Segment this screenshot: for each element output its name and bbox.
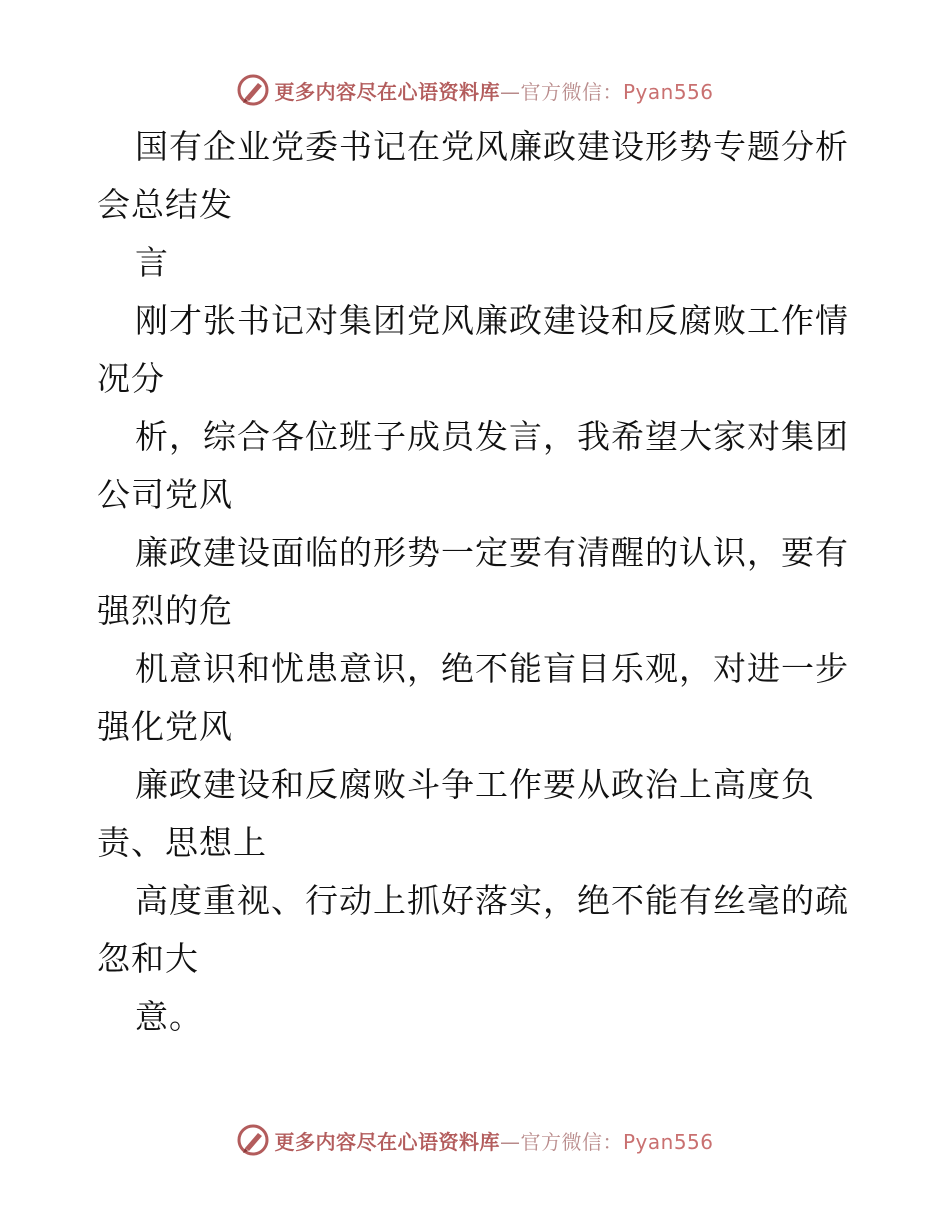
text-line: 机意识和忧患意识，绝不能盲目乐观，对进一步 xyxy=(135,649,849,688)
watermark-text xyxy=(274,76,713,105)
watermark-separator: — xyxy=(499,1129,521,1154)
text-line: 况分 xyxy=(97,359,165,398)
watermark-wechat-label: 官方微信： xyxy=(520,79,623,104)
pen-logo-icon xyxy=(236,1123,270,1157)
text-line: 意。 xyxy=(135,997,203,1036)
text-line: 析，综合各位班子成员发言，我希望大家对集团 xyxy=(135,417,849,456)
text-line: 责、思想上 xyxy=(97,823,267,862)
text-line: 廉政建设和反腐败斗争工作要从政治上高度负 xyxy=(135,765,815,804)
document-body xyxy=(97,118,857,1046)
text-line: 公司党风 xyxy=(97,475,233,514)
pen-logo-icon xyxy=(236,73,270,107)
text-line: 高度重视、行动上抓好落实，绝不能有丝毫的疏 xyxy=(135,881,849,920)
text-line: 强烈的危 xyxy=(97,591,233,630)
text-line: 忽和大 xyxy=(97,939,199,978)
text-line: 刚才张书记对集团党风廉政建设和反腐败工作情 xyxy=(135,301,849,340)
text-line: 廉政建设面临的形势一定要有清醒的认识，要有 xyxy=(135,533,849,572)
watermark-wechat-label: 官方微信： xyxy=(520,1129,623,1154)
text-line: 国有企业党委书记在党风廉政建设形势专题分析 xyxy=(135,127,849,166)
watermark-wechat-id: Pyan556 xyxy=(622,1129,714,1154)
watermark-text xyxy=(274,1126,713,1155)
watermark-brand: 更多内容尽在心语资料库 xyxy=(274,79,500,104)
watermark-wechat-id: Pyan556 xyxy=(622,79,714,104)
watermark-separator: — xyxy=(499,79,521,104)
watermark-brand: 更多内容尽在心语资料库 xyxy=(274,1129,500,1154)
text-line: 言 xyxy=(135,243,169,282)
text-line: 强化党风 xyxy=(97,707,233,746)
header-watermark xyxy=(0,70,950,110)
text-line: 会总结发 xyxy=(97,185,233,224)
footer-watermark xyxy=(0,1120,950,1160)
